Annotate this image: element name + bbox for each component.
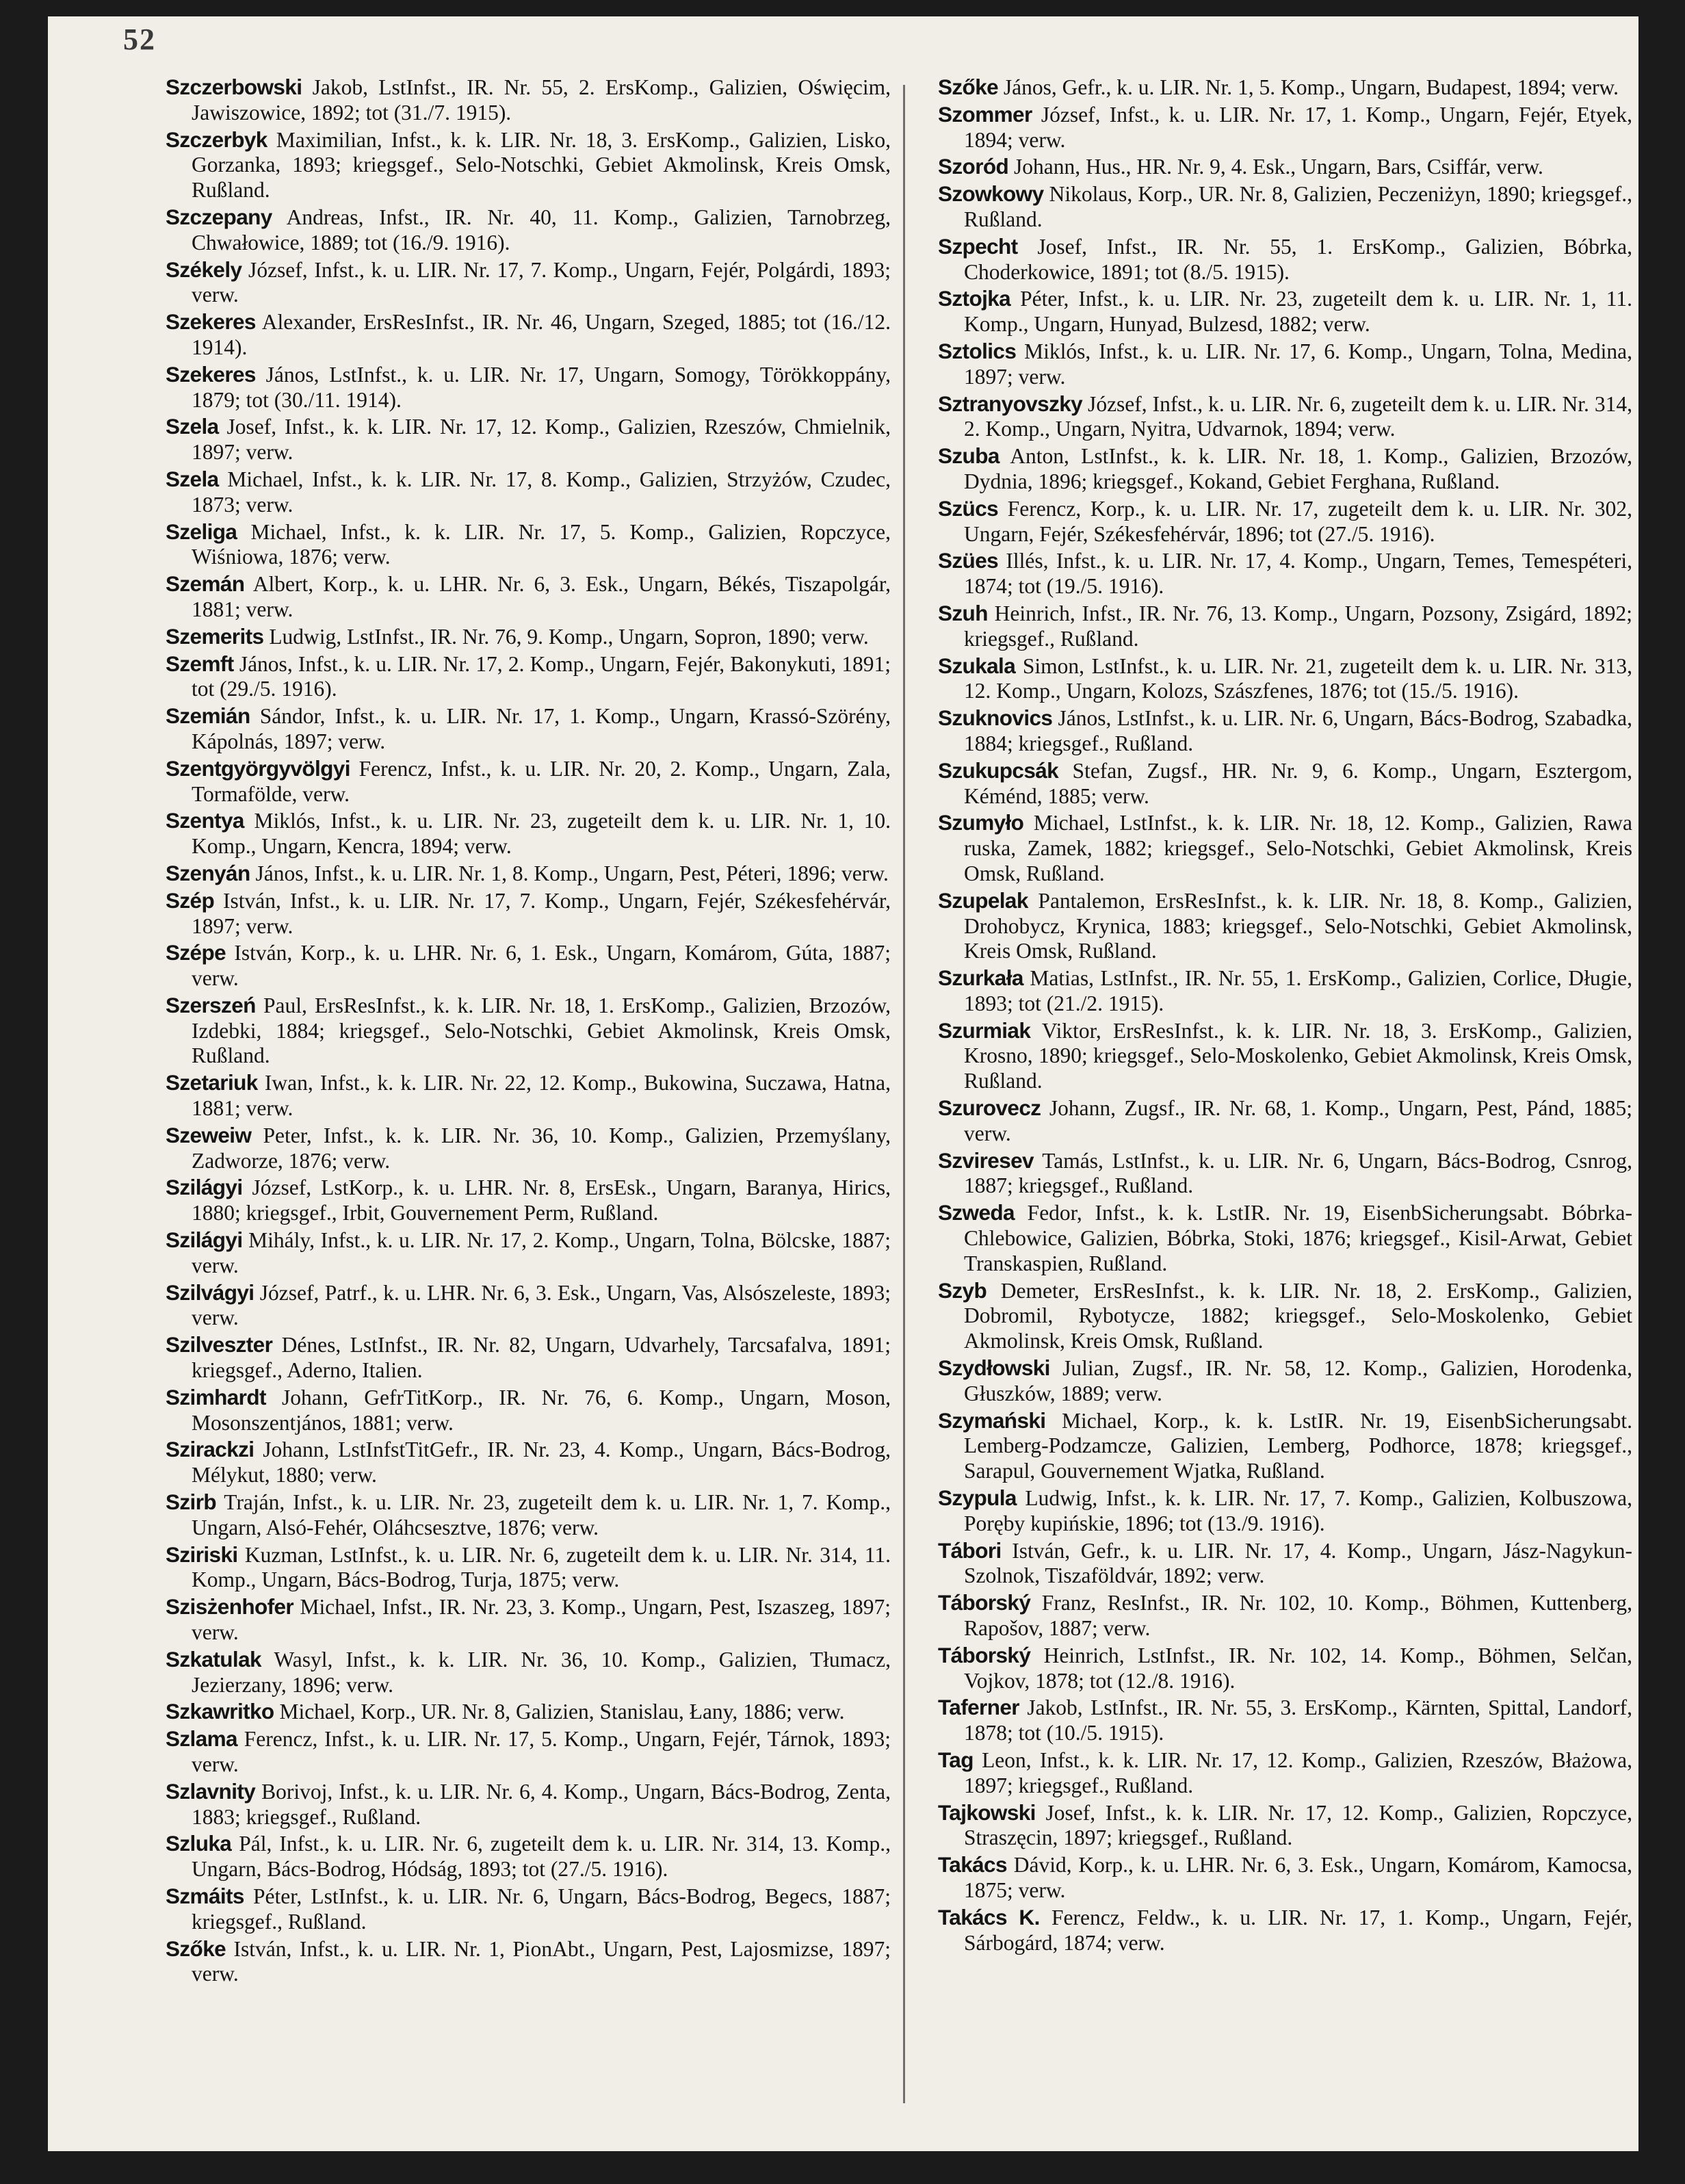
list-entry [938, 102, 1632, 153]
list-entry [166, 1699, 891, 1725]
list-entry [938, 1590, 1632, 1641]
list-entry [938, 888, 1632, 964]
entry-details: József, Infst., k. u. LIR. Nr. 17, 1. Komp., Ungarn, Fejér, Etyek, 1894; verw. [964, 102, 1632, 152]
entry-surname: Takács [938, 1852, 1007, 1877]
entry-details: Heinrich, Infst., IR. Nr. 76, 13. Komp., Ungarn, Pozsony, Zsigárd, 1892; kriegsgef., Rußland. [964, 601, 1632, 651]
entry-surname: Szemián [166, 703, 250, 729]
page [48, 16, 1638, 2151]
list-entry [166, 1779, 891, 1830]
entry-details: Viktor, ErsResInfst., k. k. LIR. Nr. 18, 3. ErsKomp., Galizien, Krosno, 1890; kriegsgef., Selo-Moskolenko, Gebiet Akmolinsk, Kreis Omsk, Rußland. [964, 1018, 1632, 1093]
entry-details: Michael, LstInfst., k. k. LIR. Nr. 18, 12. Komp., Galizien, Rawa ruska, Zamek, 1882; kriegsgef., Selo-Notschki, Gebiet Akmolinsk, Kreis Omsk, Rußland. [964, 811, 1632, 885]
entry-surname: Szviresev [938, 1147, 1034, 1173]
entry-details: József, Patrf., k. u. LHR. Nr. 6, 3. Esk., Ungarn, Vas, Alsószeleste, 1893; verw. [192, 1280, 891, 1330]
entry-details: Michael, Infst., k. k. LIR. Nr. 17, 5. Komp., Galizien, Ropczyce, Wiśniowa, 1876; verw. [192, 519, 891, 569]
entry-details: Peter, Infst., k. k. LIR. Nr. 36, 10. Komp., Galizien, Przemyślany, Zadworze, 1876; verw. [192, 1123, 891, 1173]
entry-surname: Sziriski [166, 1542, 238, 1567]
list-entry [938, 653, 1632, 705]
entry-surname: Szilágyi [166, 1227, 243, 1253]
entry-details: János, Infst., k. u. LIR. Nr. 1, 8. Komp., Ungarn, Pest, Péteri, 1896; verw. [250, 861, 889, 885]
entry-surname: Szentgyörgyvölgyi [166, 755, 350, 781]
entry-details: Julian, Zugsf., IR. Nr. 58, 12. Komp., Galizien, Horodenka, Głuszków, 1889; verw. [964, 1356, 1632, 1405]
list-entry [938, 810, 1632, 886]
list-entry [166, 1726, 891, 1778]
entry-details: Illés, Infst., k. u. LIR. Nr. 17, 4. Komp., Ungarn, Temes, Temespéteri, 1874; tot (19./5. 1916). [964, 549, 1632, 599]
list-entry [166, 1936, 891, 1988]
list-entry [938, 75, 1632, 101]
entry-details: Miklós, Infst., k. u. LIR. Nr. 23, zugeteilt dem k. u. LIR. Nr. 1, 10. Komp., Ungarn, Kencra, 1894; verw. [192, 809, 891, 859]
list-entry [938, 965, 1632, 1017]
entry-details: Johann, Zugsf., IR. Nr. 68, 1. Komp., Ungarn, Pest, Pánd, 1885; verw. [964, 1096, 1632, 1145]
entry-details: Maximilian, Infst., k. k. LIR. Nr. 18, 3. ErsKomp., Galizien, Lisko, Gorzanka, 1893; kriegsgef., Selo-Notschki, Gebiet Akmolinsk, Kreis Omsk, Rußland. [192, 127, 891, 203]
list-entry [166, 651, 891, 703]
entry-surname: Szuknovics [938, 705, 1053, 731]
list-entry [166, 993, 891, 1069]
list-entry [166, 1123, 891, 1174]
entry-surname: Szurovecz [938, 1095, 1041, 1121]
entry-surname: Szoród [938, 154, 1009, 179]
list-entry [938, 181, 1632, 233]
list-entry [166, 1831, 891, 1882]
list-entry [166, 1227, 891, 1279]
entry-surname: Tajkowski [938, 1799, 1036, 1825]
entry-details: Ferencz, Feldw., k. u. LIR. Nr. 17, 1. Komp., Ungarn, Fejér, Sárbogárd, 1874; verw. [964, 1905, 1632, 1955]
list-entry [166, 756, 891, 807]
entry-surname: Szerszeń [166, 992, 256, 1017]
entry-surname: Szkatulak [166, 1646, 261, 1672]
entry-surname: Sztojka [938, 286, 1011, 311]
entry-details: Michael, Korp., UR. Nr. 8, Galizien, Stanislau, Łany, 1886; verw. [274, 1700, 845, 1724]
entry-details: Kuzman, LstInfst., k. u. LIR. Nr. 6, zugeteilt dem k. u. LIR. Nr. 314, 11. Komp., Ungarn, Bács-Bodrog, Turja, 1875; verw. [192, 1542, 891, 1592]
list-entry [166, 257, 891, 309]
list-entry [938, 1695, 1632, 1746]
list-entry [938, 1852, 1632, 1903]
entry-details: József, Infst., k. u. LIR. Nr. 17, 7. Komp., Ungarn, Fejér, Polgárdi, 1893; verw. [192, 257, 891, 307]
entry-surname: Szilveszter [166, 1332, 273, 1357]
left-column [166, 75, 891, 1988]
entry-surname: Szép [166, 887, 215, 913]
list-entry [166, 127, 891, 203]
entry-details: Michael, Korp., k. k. LstIR. Nr. 19, EisenbSicherungsabt. Lemberg-Podzamcze, Galizien, Lemberg, Podhorce, 1878; kriegsgef., Sarapul, Gouvernement Wjatka, Rußland. [964, 1408, 1632, 1483]
entry-details: Franz, ResInfst., IR. Nr. 102, 10. Komp., Böhmen, Kuttenberg, Rapošov, 1887; verw. [964, 1591, 1632, 1641]
entry-surname: Tábori [938, 1537, 1002, 1563]
entry-details: Sándor, Infst., k. u. LIR. Nr. 17, 1. Komp., Ungarn, Krassó-Szörény, Kápolnás, 1897; verw. [192, 704, 891, 753]
entry-details: Anton, LstInfst., k. k. LIR. Nr. 18, 1. Komp., Galizien, Brzozów, Dydnia, 1896; kriegsgef., Kokand, Gebiet Ferghana, Rußland. [964, 444, 1632, 493]
list-entry [938, 286, 1632, 337]
entry-details: János, Infst., k. u. LIR. Nr. 17, 2. Komp., Ungarn, Fejér, Bakonykuti, 1891; tot (29./5. 1916). [192, 651, 891, 701]
entry-details: Péter, LstInfst., k. u. LIR. Nr. 6, Ungarn, Bács-Bodrog, Begecs, 1887; kriegsgef., Rußland. [192, 1884, 891, 1934]
entry-details: Demeter, ErsResInfst., k. k. LIR. Nr. 18, 2. ErsKomp., Galizien, Dobromil, Rybotycze, 1882; kriegsgef., Selo-Moskolenko, Gebiet Akmolinsk, Kreis Omsk, Rußland. [964, 1278, 1632, 1353]
entry-details: Johann, LstInfstTitGefr., IR. Nr. 23, 4. Komp., Ungarn, Bács-Bodrog, Mélykut, 1880; verw. [192, 1438, 891, 1487]
entry-details: Jakob, LstInfst., IR. Nr. 55, 3. ErsKomp., Kärnten, Spittal, Landorf, 1878; tot (10./5. 1915). [964, 1695, 1632, 1745]
list-entry [166, 467, 891, 518]
entry-surname: Szeweiw [166, 1122, 252, 1147]
entry-details: Traján, Infst., k. u. LIR. Nr. 23, zugeteilt dem k. u. LIR. Nr. 1, 7. Komp., Ungarn, Alsó-Fehér, Oláhcsesztve, 1876; verw. [192, 1490, 891, 1539]
list-entry [166, 1542, 891, 1594]
entry-surname: Szczerbyk [166, 127, 267, 152]
list-entry [938, 1800, 1632, 1851]
list-entry [166, 75, 891, 126]
entry-details: Ferencz, Infst., k. u. LIR. Nr. 17, 5. Komp., Ungarn, Fejér, Tárnok, 1893; verw. [192, 1727, 891, 1776]
list-entry [938, 548, 1632, 599]
entry-surname: Taferner [938, 1695, 1019, 1720]
list-entry [938, 1643, 1632, 1694]
list-entry [166, 624, 891, 650]
entry-surname: Szetariuk [166, 1070, 258, 1095]
entry-surname: Szymański [938, 1407, 1046, 1433]
entry-surname: Szlavnity [166, 1778, 256, 1804]
entry-details: Ferencz, Korp., k. u. LIR. Nr. 17, zugeteilt dem k. u. LIR. Nr. 302, Ungarn, Fejér, Székesfehérvár, 1896; tot (27./5. 1916). [964, 496, 1632, 546]
entry-details: István, Gefr., k. u. LIR. Nr. 17, 4. Komp., Ungarn, Jász-Nagykun-Szolnok, Tiszaföldvár, 1892; verw. [964, 1538, 1632, 1588]
entry-surname: Szela [166, 466, 219, 491]
list-entry [938, 1200, 1632, 1276]
entry-surname: Szőke [166, 1936, 226, 1961]
entry-details: Josef, Infst., k. k. LIR. Nr. 17, 12. Komp., Galizien, Ropczyce, Straszęcin, 1897; kriegsgef., Rußland. [964, 1800, 1632, 1850]
entry-surname: Szkawritko [166, 1699, 274, 1724]
list-entry [166, 1385, 891, 1436]
entry-surname: Szekeres [166, 309, 256, 335]
entry-surname: Szlama [166, 1726, 237, 1752]
list-entry [938, 1355, 1632, 1407]
entry-surname: Szirackzi [166, 1437, 254, 1462]
entry-details: Simon, LstInfst., k. u. LIR. Nr. 21, zugeteilt dem k. u. LIR. Nr. 313, 12. Komp., Ungarn, Kolozs, Szászfenes, 1876; tot (15./5. 1916). [964, 653, 1632, 703]
entry-details: Andreas, Infst., IR. Nr. 40, 11. Komp., Galizien, Tarnobrzeg, Chwałowice, 1889; tot (16./9. 1916). [192, 205, 891, 255]
entry-surname: Szczerbowski [166, 75, 302, 99]
entry-details: István, Korp., k. u. LHR. Nr. 6, 1. Esk., Ungarn, Komárom, Gúta, 1887; verw. [192, 941, 891, 991]
entry-details: Leon, Infst., k. k. LIR. Nr. 17, 12. Komp., Galizien, Rzeszów, Błażowa, 1897; kriegsgef., Rußland. [964, 1748, 1632, 1797]
right-column [938, 75, 1632, 1957]
list-entry [938, 234, 1632, 285]
entry-details: Alexander, ErsResInfst., IR. Nr. 46, Ungarn, Szeged, 1885; tot (16./12. 1914). [192, 310, 891, 359]
entry-surname: Szluka [166, 1831, 232, 1856]
entry-surname: Szilvágyi [166, 1279, 254, 1305]
list-entry [166, 1647, 891, 1698]
entry-surname: Szommer [938, 101, 1032, 127]
entry-surname: Tag [938, 1747, 974, 1772]
list-entry [166, 1280, 891, 1331]
entry-surname: Szurkała [938, 965, 1023, 991]
entry-surname: Szuh [938, 600, 988, 625]
entry-details: Pantalemon, ErsResInfst., k. k. LIR. Nr. 18, 8. Komp., Galizien, Drohobycz, Krynica, 1883; kriegsgef., Selo-Notschki, Gebiet Akmolinsk, Kreis Omsk, Rußland. [964, 888, 1632, 963]
entry-surname: Táborský [938, 1590, 1031, 1615]
list-entry [938, 1538, 1632, 1589]
list-entry [938, 443, 1632, 495]
entry-surname: Takács K. [938, 1904, 1040, 1929]
entry-details: Josef, Infst., k. k. LIR. Nr. 17, 12. Komp., Galizien, Rzeszów, Chmielnik, 1897; verw. [192, 415, 891, 465]
entry-details: István, Infst., k. u. LIR. Nr. 1, PionAbt., Ungarn, Pest, Lajosmizse, 1897; verw. [192, 1936, 891, 1986]
entry-details: Ludwig, Infst., k. k. LIR. Nr. 17, 7. Komp., Galizien, Kolbuszowa, Poręby kupińskie, 1896; tot (13./9. 1916). [964, 1486, 1632, 1535]
entry-surname: Táborský [938, 1642, 1031, 1667]
list-entry [166, 1175, 891, 1226]
entry-surname: Szela [166, 414, 219, 439]
list-entry [938, 601, 1632, 652]
list-entry [938, 758, 1632, 809]
entry-surname: Sztranyovszky [938, 391, 1083, 416]
list-entry [166, 1884, 891, 1935]
list-entry [938, 1747, 1632, 1799]
entry-details: Ludwig, LstInfst., IR. Nr. 76, 9. Komp., Ungarn, Sopron, 1890; verw. [263, 624, 869, 649]
entry-surname: Szeliga [166, 519, 237, 544]
entry-surname: Szimhardt [166, 1384, 266, 1409]
entry-details: Mihály, Infst., k. u. LIR. Nr. 17, 2. Komp., Ungarn, Tolna, Bölcske, 1887; verw. [192, 1228, 891, 1277]
entry-surname: Szpecht [938, 233, 1018, 259]
entry-details: Stefan, Zugsf., HR. Nr. 9, 6. Komp., Ungarn, Esztergom, Kéménd, 1885; verw. [964, 758, 1632, 808]
entry-surname: Szowkowy [938, 181, 1044, 207]
list-entry [938, 1148, 1632, 1199]
entry-surname: Szweda [938, 1200, 1015, 1225]
entry-details: Johann, GefrTitKorp., IR. Nr. 76, 6. Komp., Ungarn, Moson, Mosonszentjános, 1881; verw. [192, 1385, 891, 1435]
entry-details: Michael, Infst., IR. Nr. 23, 3. Komp., Ungarn, Pest, Iszaszeg, 1897; verw. [192, 1595, 891, 1645]
list-entry [938, 391, 1632, 443]
entry-surname: Szukala [938, 653, 1016, 678]
list-entry [166, 571, 891, 623]
entry-surname: Szőke [938, 75, 999, 99]
entry-details: Johann, Hus., HR. Nr. 9, 4. Esk., Ungarn, Bars, Csiffár, verw. [1008, 155, 1543, 179]
entry-details: Borivoj, Infst., k. u. LIR. Nr. 6, 4. Komp., Ungarn, Bács-Bodrog, Zenta, 1883; kriegsgef., Rußland. [192, 1779, 891, 1829]
entry-surname: Szües [938, 548, 999, 573]
list-entry [938, 1485, 1632, 1537]
list-entry [166, 414, 891, 465]
entry-surname: Szupelak [938, 887, 1028, 913]
entry-surname: Szyb [938, 1277, 987, 1303]
entry-details: József, LstKorp., k. u. LHR. Nr. 8, ErsEsk., Ungarn, Baranya, Hirics, 1880; kriegsgef., Irbit, Gouvernement Perm, Rußland. [192, 1175, 891, 1225]
list-entry [166, 703, 891, 755]
list-entry [938, 1278, 1632, 1354]
list-entry [938, 339, 1632, 390]
entry-details: Pál, Infst., k. u. LIR. Nr. 6, zugeteilt dem k. u. LIR. Nr. 314, 13. Komp., Ungarn, Bács-Bodrog, Hódság, 1893; tot (27./5. 1916). [192, 1832, 891, 1882]
entry-details: Nikolaus, Korp., UR. Nr. 8, Galizien, Peczeniżyn, 1890; kriegsgef., Rußland. [964, 182, 1632, 231]
entry-details: János, LstInfst., k. u. LIR. Nr. 6, Ungarn, Bács-Bodrog, Szabadka, 1884; kriegsgef., Rußland. [964, 706, 1632, 755]
entry-surname: Szurmiak [938, 1017, 1031, 1043]
list-entry [166, 519, 891, 571]
list-entry [938, 496, 1632, 547]
entry-surname: Szemán [166, 571, 245, 597]
list-entry [166, 1437, 891, 1488]
list-entry [166, 940, 891, 991]
entry-surname: Szypula [938, 1485, 1017, 1511]
entry-surname: Szücs [938, 495, 999, 521]
list-entry [166, 309, 891, 361]
entry-surname: Szekeres [166, 361, 256, 387]
list-entry [938, 1905, 1632, 1956]
entry-details: Dávid, Korp., k. u. LHR. Nr. 6, 3. Esk., Ungarn, Komárom, Kamocsa, 1875; verw. [964, 1853, 1632, 1902]
entry-surname: Szydłowski [938, 1355, 1050, 1381]
entry-surname: Szumyło [938, 810, 1024, 835]
list-entry [938, 1018, 1632, 1094]
list-entry [166, 1332, 891, 1383]
entry-details: Heinrich, LstInfst., IR. Nr. 102, 14. Komp., Böhmen, Selčan, Vojkov, 1878; tot (12./8. 1916). [964, 1643, 1632, 1693]
entry-details: Jakob, LstInfst., IR. Nr. 55, 2. ErsKomp., Galizien, Oświęcim, Jawiszowice, 1892; tot (31./7. 1915). [192, 75, 891, 125]
entry-details: Paul, ErsResInfst., k. k. LIR. Nr. 18, 1. ErsKomp., Galizien, Brzozów, Izdebki, 1884; kriegsgef., Selo-Notschki, Gebiet Akmolinsk, Kreis Omsk, Rußland. [192, 993, 891, 1068]
entry-details: István, Infst., k. u. LIR. Nr. 17, 7. Komp., Ungarn, Fejér, Székesfehérvár, 1897; verw. [192, 888, 891, 938]
list-entry [166, 1490, 891, 1541]
entry-surname: Szenyán [166, 860, 250, 885]
entry-details: Péter, Infst., k. u. LIR. Nr. 23, zugeteilt dem k. u. LIR. Nr. 1, 11. Komp., Ungarn, Hunyad, Bulzesd, 1882; verw. [964, 287, 1632, 337]
entry-surname: Szczepany [166, 204, 272, 229]
entry-surname: Szuba [938, 443, 1000, 469]
list-entry [166, 808, 891, 859]
list-entry [166, 1594, 891, 1646]
entry-surname: Sztolics [938, 338, 1017, 363]
entry-details: Iwan, Infst., k. k. LIR. Nr. 22, 12. Komp., Bukowina, Suczawa, Hatna, 1881; verw. [192, 1071, 891, 1121]
entry-details: Matias, LstInfst., IR. Nr. 55, 1. ErsKomp., Galizien, Corlice, Długie, 1893; tot (21./2. 1915). [964, 966, 1632, 1015]
entry-surname: Szilágyi [166, 1175, 243, 1200]
entry-surname: Szisżenhofer [166, 1594, 294, 1620]
page-number: 52 [123, 23, 156, 56]
entry-details: Fedor, Infst., k. k. LstIR. Nr. 19, EisenbSicherungsabt. Bóbrka-Chlebowice, Galizien, Bóbrka, Stoki, 1876; kriegsgef., Kisil-Arwat, Gebiet Transkaspien, Rußland. [964, 1201, 1632, 1275]
list-entry [166, 861, 891, 887]
entry-details: Dénes, LstInfst., IR. Nr. 82, Ungarn, Udvarhely, Tarcsafalva, 1891; kriegsgef., Aderno, Italien. [192, 1333, 891, 1383]
entry-details: János, LstInfst., k. u. LIR. Nr. 17, Ungarn, Somogy, Törökkoppány, 1879; tot (30./11. 1914). [192, 362, 891, 412]
entry-surname: Szépe [166, 940, 226, 965]
entry-details: Miklós, Infst., k. u. LIR. Nr. 17, 6. Komp., Ungarn, Tolna, Medina, 1897; verw. [964, 339, 1632, 389]
list-entry [938, 154, 1632, 180]
entry-surname: Szemft [166, 651, 234, 676]
column-divider [903, 85, 905, 2103]
entry-details: János, Gefr., k. u. LIR. Nr. 1, 5. Komp., Ungarn, Budapest, 1894; verw. [998, 75, 1619, 99]
entry-surname: Székely [166, 257, 242, 282]
entry-surname: Szemerits [166, 623, 264, 649]
entry-surname: Szmáits [166, 1883, 244, 1908]
entry-surname: Szirb [166, 1490, 217, 1515]
entry-details: Tamás, LstInfst., k. u. LIR. Nr. 6, Ungarn, Bács-Bodrog, Csnrog, 1887; kriegsgef., Rußland. [964, 1148, 1632, 1198]
list-entry [166, 205, 891, 256]
entry-details: Wasyl, Infst., k. k. LIR. Nr. 36, 10. Komp., Galizien, Tłumacz, Jezierzany, 1896; verw. [192, 1647, 891, 1697]
entry-details: József, Infst., k. u. LIR. Nr. 6, zugeteilt dem k. u. LIR. Nr. 314, 2. Komp., Ungarn, Nyitra, Udvarnok, 1894; verw. [964, 391, 1632, 441]
entry-details: Ferencz, Infst., k. u. LIR. Nr. 20, 2. Komp., Ungarn, Zala, Tormafölde, verw. [192, 756, 891, 806]
entry-surname: Szukupcsák [938, 757, 1059, 783]
entry-surname: Szentya [166, 808, 244, 833]
list-entry [166, 888, 891, 939]
list-entry [166, 1070, 891, 1121]
entry-details: Albert, Korp., k. u. LHR. Nr. 6, 3. Esk., Ungarn, Békés, Tiszapolgár, 1881; verw. [192, 572, 891, 621]
list-entry [938, 1408, 1632, 1484]
entry-details: Michael, Infst., k. k. LIR. Nr. 17, 8. Komp., Galizien, Strzyżów, Czudec, 1873; verw. [192, 467, 891, 517]
list-entry [938, 705, 1632, 757]
list-entry [166, 362, 891, 413]
entry-details: Josef, Infst., IR. Nr. 55, 1. ErsKomp., Galizien, Bóbrka, Choderkowice, 1891; tot (8./5. 1915). [964, 234, 1632, 284]
list-entry [938, 1095, 1632, 1147]
